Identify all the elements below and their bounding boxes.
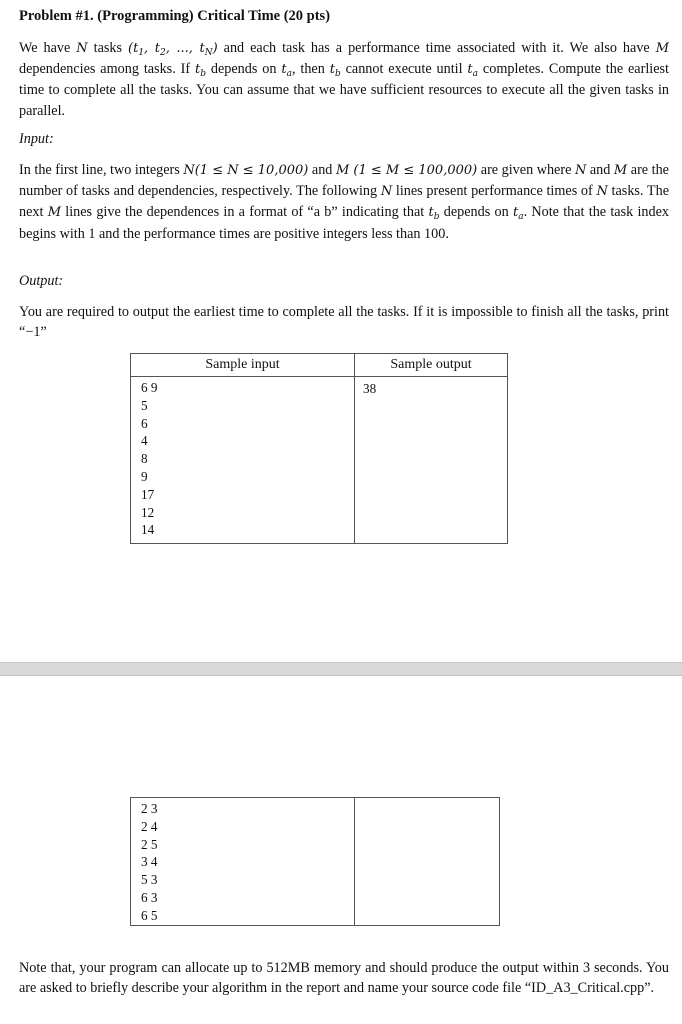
sample-input-cell-continued bbox=[131, 798, 355, 926]
sample-input-line: 3 4 bbox=[141, 854, 158, 870]
note-paragraph: Note that, your program can allocate up to 512MB memory and should produce the output within 3 seconds. You are asked to briefly describe your algorithm in the report and name your source code file “ID_A3_Critical.cpp”. bbox=[19, 960, 669, 997]
sample-input-line: 2 5 bbox=[141, 836, 158, 852]
sample-output-cell-continued bbox=[355, 798, 500, 926]
sample-input-line: 5 bbox=[141, 397, 148, 413]
sample-input-line: 6 9 bbox=[141, 380, 158, 395]
sample-input-line: 6 3 bbox=[141, 889, 158, 905]
sample-input-line: 2 4 bbox=[141, 818, 158, 834]
sample-input-cell bbox=[131, 377, 355, 544]
sample-input-line: 8 bbox=[141, 451, 148, 467]
sample-input-line: 14 bbox=[141, 522, 155, 538]
document-page-2 bbox=[0, 676, 682, 1024]
task-tuple: ($t_1$, $t_2$, ..., $t_N$) bbox=[128, 41, 218, 58]
sample-output-value: 38 bbox=[363, 381, 377, 396]
output-heading: Output: bbox=[19, 273, 64, 289]
output-paragraph: You are required to output the earliest time to complete all the tasks. If it is impossible to finish all the tasks, print “−1” bbox=[19, 304, 669, 341]
sample-input-line: 17 bbox=[141, 486, 155, 502]
problem-title: Problem #1. (Programming) Critical Time (20 pts) bbox=[19, 8, 331, 24]
sample-output-cell bbox=[355, 377, 508, 544]
sample-input-header: Sample input bbox=[131, 354, 355, 377]
input-heading: Input: bbox=[19, 131, 54, 147]
intro-paragraph: We have N tasks ($t_1$, $t_2$, ..., $t_N$) and each task has a performance time associated with it. We also have M dependencies among tasks. If $t_b$ depends on $t_a$, then $t_b$ cannot execute until $t_a$ completes. Compute the earliest time to complete all the tasks. You can assume that we have sufficient resources to execute all the given tasks in parallel. bbox=[19, 40, 669, 119]
sample-output-header: Sample output bbox=[355, 354, 508, 377]
sample-input-line: 6 5 bbox=[141, 907, 158, 923]
sample-input-line: 12 bbox=[141, 504, 155, 520]
sample-input-line: 2 3 bbox=[141, 801, 158, 816]
page-break bbox=[0, 662, 682, 676]
sample-input-line: 5 3 bbox=[141, 872, 158, 888]
sample-table bbox=[130, 353, 508, 544]
sample-input-line: 4 bbox=[141, 433, 148, 449]
sample-input-line: 9 bbox=[141, 468, 148, 484]
input-paragraph: In the first line, two integers N(1 ≤ N ≤ 10,000) and M (1 ≤ M ≤ 100,000) are given where N and M are the number of tasks and dependencies, respectively. The following N lines present performance times of N tasks. The next M lines give the dependences in a format of “a b” indicating that $t_b$ depends on $t_a$. Note that the task index begins with 1 and the performance times are positive integers less than 100. bbox=[19, 162, 669, 242]
sample-table-continued bbox=[130, 797, 500, 926]
sample-input-line: 6 bbox=[141, 415, 148, 431]
